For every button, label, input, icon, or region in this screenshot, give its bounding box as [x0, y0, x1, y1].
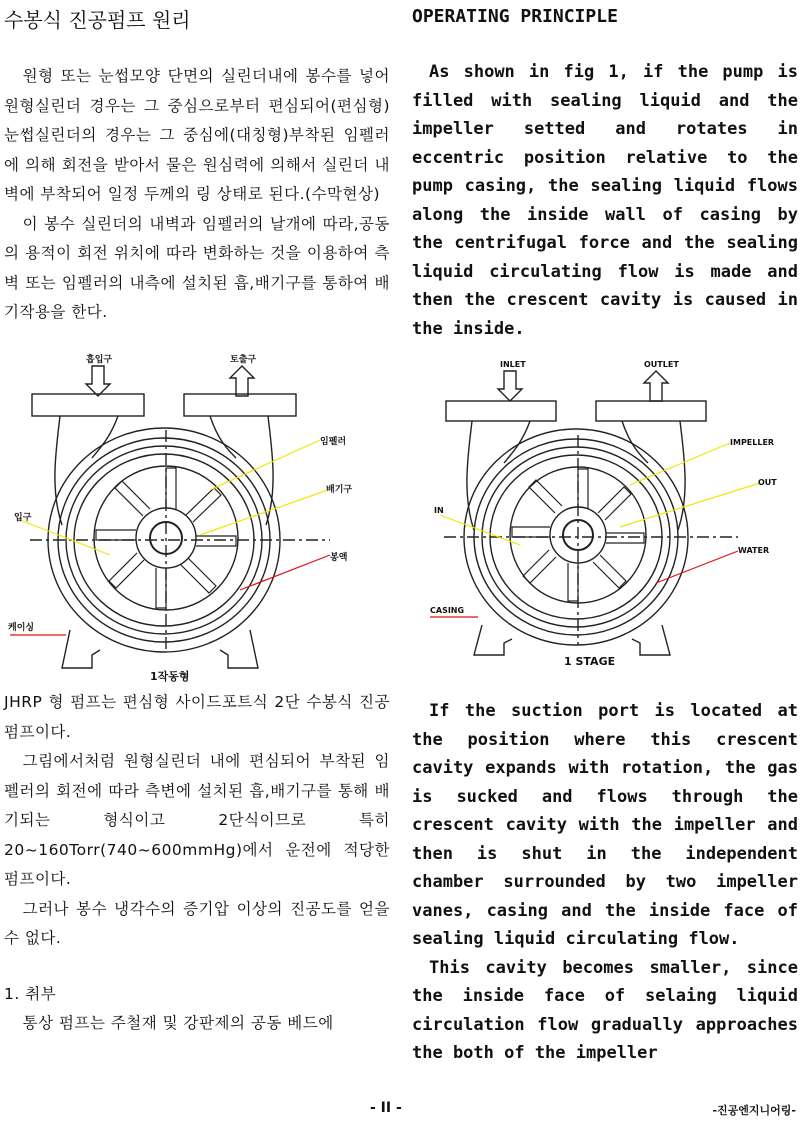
fig-kr-outlet-label: 토출구 [230, 355, 257, 365]
outlet-flange [596, 401, 706, 421]
fig-en-water-label: WATER [738, 546, 770, 555]
fig-en-outlet-label: OUTLET [644, 360, 679, 369]
right-body-paragraph-2: This cavity becomes smaller, since the inside face of selaing liquid circulation flow gradually approaches the both of the impeller [412, 957, 798, 1063]
fig-en-out-label: OUT [758, 478, 777, 487]
inlet-arrow-icon [498, 371, 522, 401]
pump-diagram-english [420, 355, 800, 675]
section-heading: 1. 취부 [4, 984, 57, 1003]
right-body [412, 697, 798, 1068]
left-body [4, 688, 390, 1039]
fig-en-caption: 1 STAGE [564, 655, 616, 668]
right-intro [412, 58, 798, 343]
outlet-flange [184, 394, 296, 416]
pump-diagram-korean [0, 350, 400, 685]
fig-kr-casing-label: 케이싱 [8, 623, 35, 633]
fig-kr-in-label: 입구 [14, 513, 32, 523]
left-body-paragraph-1: JHRP 형 펌프는 편심형 사이드포트식 2단 수봉식 진공펌프이다. [4, 693, 390, 741]
page-number: - II - [370, 1100, 402, 1116]
fig-en-inlet-label: INLET [500, 360, 526, 369]
fig-kr-caption: 1작동형 [150, 670, 190, 683]
right-intro-paragraph: As shown in fig 1, if the pump is filled with sealing liquid and the impeller setted and rotates in eccentric position relative to the pump casing, the sealing liquid flows along the inside wall of casing by the centrifugal force and the sealing liquid circulating flow is made and then the crescent cavity is caused in the inside. [412, 62, 798, 339]
fig-en-in-label: IN [434, 506, 444, 515]
inlet-flange [32, 394, 144, 416]
fig-en-impeller-label: IMPELLER [730, 438, 775, 447]
left-intro-paragraph-1: 원형 또는 눈썹모양 단면의 실린더내에 봉수를 넣어 원형실린더 경우는 그 중심으로부터 편심되어(편심형)눈썹실린더의 경우는 그 중심에(대칭형)부착된 임펠러에 의해 회전을 받아서 물은 원심력에 의해서 실린더 내벽에 부착되어 일정 두께의 링 상태로 된다.(수막현상) [4, 67, 390, 203]
left-title: 수봉식 진공펌프 원리 [4, 8, 191, 32]
section-body: 통상 펌프는 주철재 및 강판제의 공동 베드에 [22, 1014, 334, 1032]
fig-en-casing-label: CASING [430, 606, 465, 615]
fig-kr-water-label: 봉액 [330, 553, 348, 563]
left-intro-paragraph-2: 이 봉수 실린더의 내벽과 임펠러의 날개에 따라,공동의 용적이 회전 위치에 따라 변화하는 것을 이용하여 측벽 또는 임펠러의 내측에 설치된 흡,배기구를 통하여 배기작용을 한다. [4, 214, 390, 321]
fig-kr-impeller-label: 임펠러 [320, 437, 347, 447]
footer-company: -진공엔지니어링- [712, 1104, 796, 1117]
left-body-paragraph-2: 그림에서처럼 원형실린더 내에 편심되어 부착된 임펠러의 회전에 따라 측변에 설치된 흡,배기구를 통해 배기되는 형식이고 2단식이므로 특히 20~160Torr(740~600mmHg)에서 운전에 적당한 펌프이다. [4, 752, 390, 888]
inlet-arrow-icon [86, 366, 110, 396]
left-body-paragraph-3: 그러나 봉수 냉각수의 증기압 이상의 진공도를 얻을 수 없다. [4, 899, 390, 947]
left-intro [4, 62, 390, 328]
outlet-arrow-icon [644, 371, 668, 401]
right-body-paragraph-1: If the suction port is located at the position where this crescent cavity expands with rotation, the gas is sucked and flows through the crescent cavity with the impeller and then is shut in the independent chamber surrounded by two impeller vanes, casing and the inside face of sealing liquid circulating flow. [412, 701, 798, 949]
fig-kr-inlet-label: 흡입구 [86, 355, 113, 365]
inlet-flange [446, 401, 556, 421]
right-title: OPERATING PRINCIPLE [412, 6, 618, 27]
fig-kr-exhaust-label: 배기구 [326, 485, 353, 495]
outlet-arrow-icon [230, 366, 254, 396]
